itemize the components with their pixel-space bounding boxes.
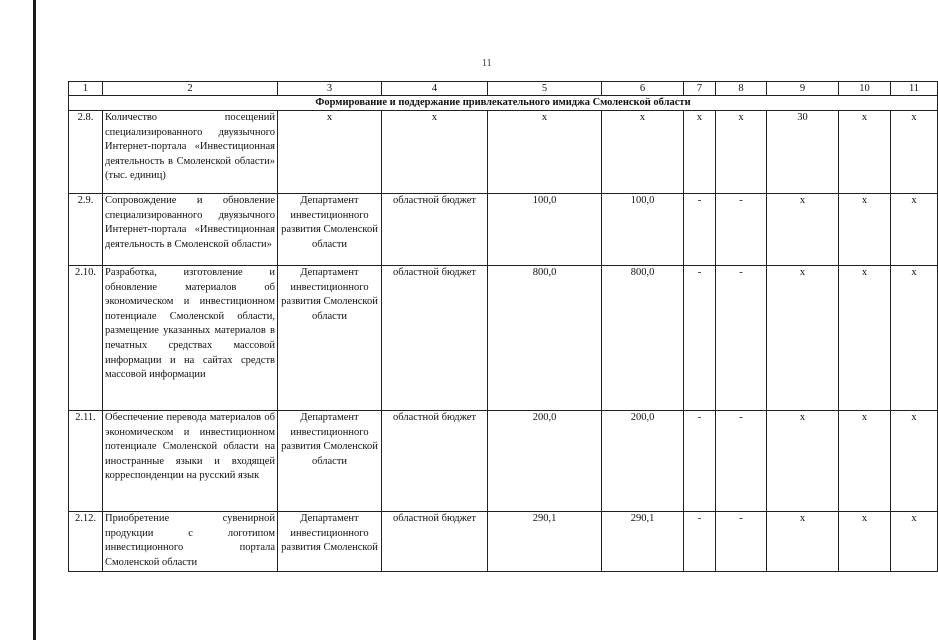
- row-executor: Департамент инвестиционного развития Смоленской: [278, 512, 382, 572]
- column-header: 2: [103, 82, 278, 96]
- row-value-7: х: [684, 111, 716, 194]
- left-border-line: [33, 0, 36, 640]
- column-header: 3: [278, 82, 382, 96]
- row-value-5: 100,0: [488, 194, 602, 266]
- table-row: [69, 111, 938, 194]
- row-value-10: х: [839, 194, 891, 266]
- row-value-6: 200,0: [602, 411, 684, 512]
- row-source: областной бюджет: [382, 411, 488, 512]
- row-number: 2.10.: [69, 266, 103, 411]
- column-header: 6: [602, 82, 684, 96]
- table-row: [69, 266, 938, 411]
- row-value-11: х: [891, 266, 938, 411]
- row-value-10: х: [839, 512, 891, 572]
- row-executor: х: [278, 111, 382, 194]
- row-value-10: х: [839, 411, 891, 512]
- row-value-11: х: [891, 411, 938, 512]
- row-source: областной бюджет: [382, 266, 488, 411]
- row-name: Обеспечение перевода материалов об экономическом и инвестиционном потенциале Смоленской области на иностранные языки и входящей корреспонденции на русский язык: [103, 411, 278, 512]
- row-number: 2.11.: [69, 411, 103, 512]
- row-value-9: х: [767, 266, 839, 411]
- section-row: [69, 96, 938, 111]
- column-header: 11: [891, 82, 938, 96]
- page-number: 11: [482, 58, 492, 69]
- row-value-8: -: [716, 512, 767, 572]
- row-value-6: 100,0: [602, 194, 684, 266]
- row-value-10: х: [839, 266, 891, 411]
- row-source: областной бюджет: [382, 194, 488, 266]
- section-title: Формирование и поддержание привлекательного имиджа Смоленской области: [69, 96, 938, 111]
- row-value-6: 290,1: [602, 512, 684, 572]
- column-number-row: [69, 82, 938, 96]
- row-value-6: х: [602, 111, 684, 194]
- row-number: 2.8.: [69, 111, 103, 194]
- row-value-6: 800,0: [602, 266, 684, 411]
- row-number: 2.12.: [69, 512, 103, 572]
- row-name: Сопровождение и обновление специализированного двуязычного Интернет-портала «Инвестиционная деятельность в Смоленской области»: [103, 194, 278, 266]
- row-executor: Департамент инвестиционного развития Смоленской области: [278, 194, 382, 266]
- row-value-7: -: [684, 411, 716, 512]
- row-value-5: 290,1: [488, 512, 602, 572]
- row-value-7: -: [684, 194, 716, 266]
- row-value-9: х: [767, 411, 839, 512]
- row-value-8: -: [716, 266, 767, 411]
- row-value-5: х: [488, 111, 602, 194]
- row-name: Количество посещений специализированного двуязычного Интернет-портала «Инвестиционная деятельность в Смоленской области» (тыс. единиц): [103, 111, 278, 194]
- column-header: 8: [716, 82, 767, 96]
- row-value-7: -: [684, 512, 716, 572]
- row-value-8: х: [716, 111, 767, 194]
- row-value-9: х: [767, 512, 839, 572]
- row-name: Разработка, изготовление и обновление материалов об экономическом и инвестиционном потенциале Смоленской области, размещение указанных материалов в печатных средствах массовой информации и на сайтах средств массовой информации: [103, 266, 278, 411]
- row-executor: Департамент инвестиционного развития Смоленской области: [278, 411, 382, 512]
- row-value-11: х: [891, 194, 938, 266]
- table-row: [69, 194, 938, 266]
- row-value-8: -: [716, 411, 767, 512]
- column-header: 10: [839, 82, 891, 96]
- row-executor: Департамент инвестиционного развития Смоленской области: [278, 266, 382, 411]
- row-number: 2.9.: [69, 194, 103, 266]
- column-header: 5: [488, 82, 602, 96]
- table-row: [69, 411, 938, 512]
- row-value-10: х: [839, 111, 891, 194]
- row-source: областной бюджет: [382, 512, 488, 572]
- program-table: [68, 81, 938, 572]
- table-row: [69, 512, 938, 572]
- row-value-5: 800,0: [488, 266, 602, 411]
- column-header: 4: [382, 82, 488, 96]
- row-value-8: -: [716, 194, 767, 266]
- row-value-11: х: [891, 111, 938, 194]
- column-header: 9: [767, 82, 839, 96]
- row-value-9: 30: [767, 111, 839, 194]
- row-source: х: [382, 111, 488, 194]
- row-name: Приобретение сувенирной продукции с логотипом инвестиционного портала Смоленской области: [103, 512, 278, 572]
- column-header: 7: [684, 82, 716, 96]
- row-value-9: х: [767, 194, 839, 266]
- row-value-5: 200,0: [488, 411, 602, 512]
- row-value-11: х: [891, 512, 938, 572]
- column-header: 1: [69, 82, 103, 96]
- row-value-7: -: [684, 266, 716, 411]
